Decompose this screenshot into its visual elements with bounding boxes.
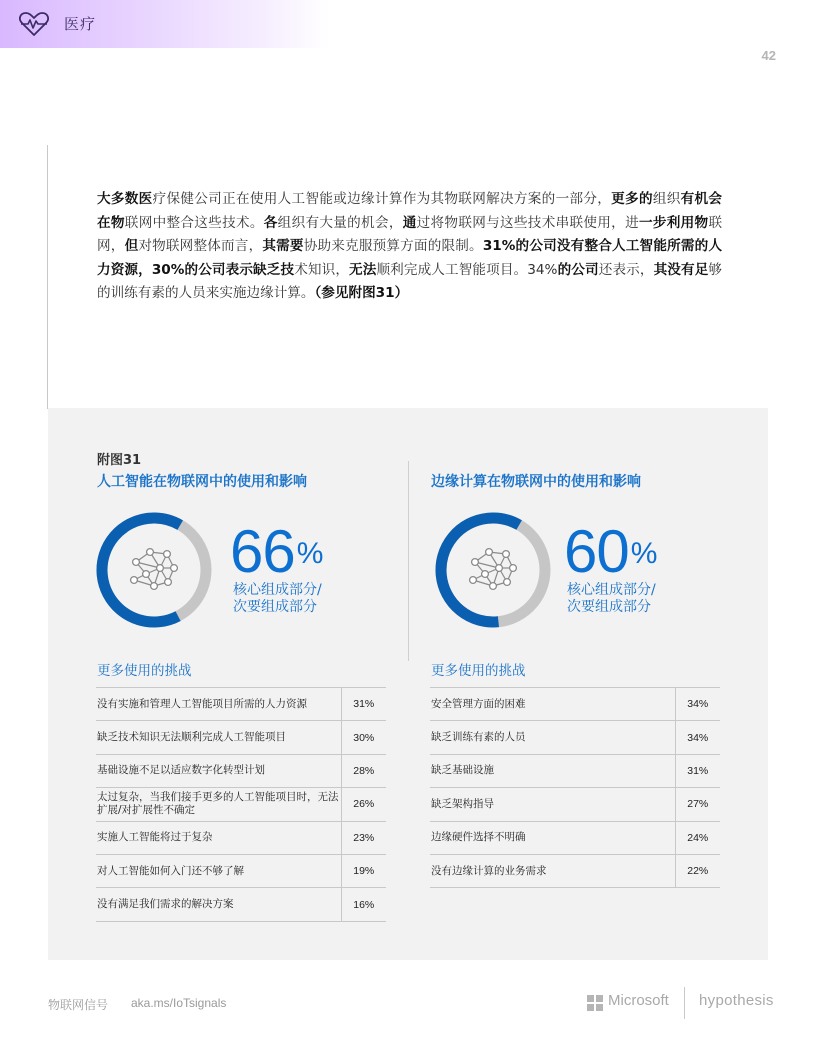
paragraph-run: 联网， [97,214,723,254]
ai-caption-line2: 次要组成部分 [233,599,317,615]
paragraph-run: 一步利用物 [638,214,709,231]
challenge-label: 缺乏基础设施 [430,754,675,787]
paragraph-run: 通 [402,214,417,231]
challenge-label: 基础设施不足以适应数字化转型计划 [96,754,341,787]
challenge-value: 30% [341,721,386,754]
paragraph-run: 顺利完成人工智能项目。34% [376,261,558,278]
microsoft-logo-icon [587,995,603,1011]
footer-divider [684,987,685,1019]
edge-percent [564,518,657,585]
network-nodes-icon [131,549,178,590]
footer-source: 物联网信号 [48,998,109,1012]
quote-rule [47,145,48,409]
challenge-value: 27% [675,788,720,821]
table-row [96,754,386,787]
paragraph-run: 过将物联网与这些技术串联使用，进 [416,214,639,231]
paragraph-run: 其需要 [262,238,304,254]
paragraph-run: 其没有足 [653,261,709,278]
edge-percent-number: 60 [564,518,629,585]
challenge-value: 19% [341,854,386,887]
paragraph-run: 资源，30%的公司表示缺乏技 [110,261,295,278]
challenge-value: 26% [341,788,386,821]
table-row [430,821,720,854]
challenge-label: 太过复杂，当我们接手更多的人工智能项目时，无法扩展/对扩展性不确定 [96,788,341,821]
table-row [430,788,720,821]
ai-percent [230,518,323,585]
paragraph-run: 够的训练有素的人员来实施边缘计算。 [97,261,723,301]
table-row [430,754,720,787]
table-row [96,854,386,887]
table-row [430,854,720,887]
table-row [430,721,720,754]
edge-percent-sign: % [630,537,657,570]
ai-percent-number: 66 [230,518,295,585]
microsoft-brand: Microsoft [608,992,669,1009]
section-title-header: 医疗 [64,15,97,33]
challenge-label: 对人工智能如何入门还不够了解 [96,854,341,887]
ai-challenges-table [96,687,386,922]
ai-donut-chart [94,510,214,630]
challenge-value: 22% [675,854,720,887]
hypothesis-brand: hypothesis [699,992,774,1009]
ai-percent-sign: % [296,537,323,570]
challenge-value: 16% [341,888,386,921]
paragraph-run: 大多数医 [97,191,153,207]
paragraph-run: 术知识， [294,261,350,278]
network-nodes-icon [470,549,517,590]
paragraph-run: 组织有大量的机会， [277,214,403,231]
challenge-label: 缺乏训练有素的人员 [430,721,675,754]
challenge-label: 实施人工智能将过于复杂 [96,821,341,854]
table-row [96,821,386,854]
paragraph-run: 各 [263,214,278,231]
edge-caption-line1: 核心组成部分/ [567,582,656,598]
challenge-value: 23% [341,821,386,854]
challenge-value: 31% [341,688,386,721]
table-row [96,721,386,754]
challenge-label: 没有边缘计算的业务需求 [430,854,675,887]
footer-link[interactable]: aka.ms/IoTsignals [131,996,227,1010]
ai-chart-title: 人工智能在物联网中的使用和影响 [97,474,307,490]
edge-caption-line2: 次要组成部分 [567,599,651,615]
challenge-label: 没有满足我们需求的解决方案 [96,888,341,921]
table-row [96,788,386,821]
body-paragraph [97,188,722,306]
edge-donut-chart [433,510,553,630]
paragraph-run: 的公司 [557,261,599,278]
page-number: 42 [761,48,776,63]
challenge-label: 缺乏架构指导 [430,788,675,821]
challenge-value: 34% [675,688,720,721]
edge-percent-caption [567,582,656,616]
figure-label: 附图31 [97,453,142,468]
challenge-label: 边缘硬件选择不明确 [430,821,675,854]
challenge-label: 安全管理方面的困难 [430,688,675,721]
edge-challenges-table [430,687,720,888]
ai-percent-caption [233,582,322,616]
table-row [96,688,386,721]
challenge-label: 没有实施和管理人工智能项目所需的人力资源 [96,688,341,721]
ai-challenges-heading: 更多使用的挑战 [97,663,192,679]
challenge-value: 31% [675,754,720,787]
header-band [0,0,330,48]
paragraph-run: 但 [124,238,139,254]
paragraph-run: 有机会在物 [97,191,723,231]
challenge-value: 24% [675,821,720,854]
paragraph-run: 31%的公司没有整合人工智能所需的人力 [97,238,723,278]
ai-caption-line1: 核心组成部分/ [233,582,322,598]
paragraph-run: 无法 [349,261,377,278]
challenge-label: 缺乏技术知识无法顺利完成人工智能项目 [96,721,341,754]
figure-divider [408,461,409,661]
heart-pulse-icon [18,10,50,38]
paragraph-run: 疗保健公司正在使用人工智能或边缘计算作为其物联网解决方案的一部分， [152,191,612,207]
challenge-value: 28% [341,754,386,787]
edge-chart-title: 边缘计算在物联网中的使用和影响 [431,474,641,490]
paragraph-run: 联网中整合这些技术。 [124,214,264,231]
paragraph-run: 还表示， [598,261,654,278]
paragraph-run: 更多的 [611,191,653,207]
table-row [430,688,720,721]
paragraph-run: 组织 [652,191,681,207]
paragraph-run: （参见附图31） [314,285,409,301]
table-row [96,888,386,921]
paragraph-run: 协助来克服预算方面的限制。 [303,238,483,254]
edge-challenges-heading: 更多使用的挑战 [431,663,526,679]
challenge-value: 34% [675,721,720,754]
paragraph-run: 对物联网整体而言， [138,238,263,254]
